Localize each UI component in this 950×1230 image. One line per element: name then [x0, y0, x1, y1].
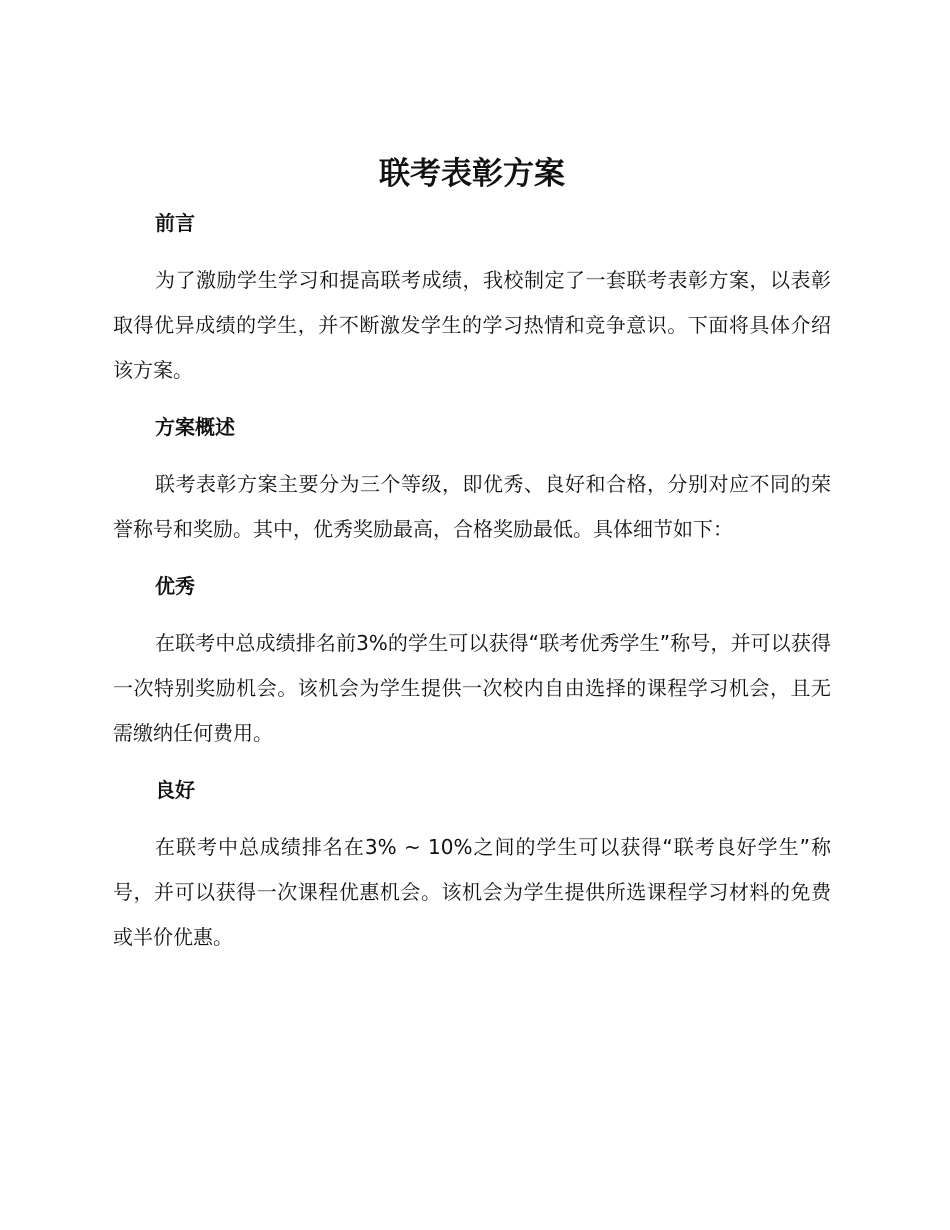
document-page — [113, 148, 831, 960]
section-excellent — [113, 563, 831, 767]
section-overview — [113, 404, 831, 563]
section-body-good: 在联考中总成绩排名在3% ~ 10%之间的学生可以获得“联考良好学生”称号，并可以获得一次课程优惠机会。该机会为学生提供所选课程学习材料的免费或半价优惠。 — [113, 835, 831, 949]
section-preface — [113, 200, 831, 404]
section-body-preface: 为了激励学生学习和提高联考成绩，我校制定了一套联考表彰方案，以表彰取得优异成绩的学生，并不断激发学生的学习热情和竞争意识。下面将具体介绍该方案。 — [113, 268, 831, 382]
section-heading-good: 良好 — [155, 778, 195, 802]
section-heading-excellent: 优秀 — [155, 574, 195, 598]
section-heading-preface: 前言 — [155, 211, 195, 235]
section-good — [113, 767, 831, 960]
section-body-excellent: 在联考中总成绩排名前3%的学生可以获得“联考优秀学生”称号，并可以获得一次特别奖励机会。该机会为学生提供一次校内自由选择的课程学习机会，且无需缴纳任何费用。 — [113, 631, 831, 745]
section-body-overview: 联考表彰方案主要分为三个等级，即优秀、良好和合格，分别对应不同的荣誉称号和奖励。其中，优秀奖励最高，合格奖励最低。具体细节如下： — [113, 472, 831, 541]
section-heading-overview: 方案概述 — [155, 415, 235, 439]
document-title: 联考表彰方案 — [379, 156, 565, 192]
